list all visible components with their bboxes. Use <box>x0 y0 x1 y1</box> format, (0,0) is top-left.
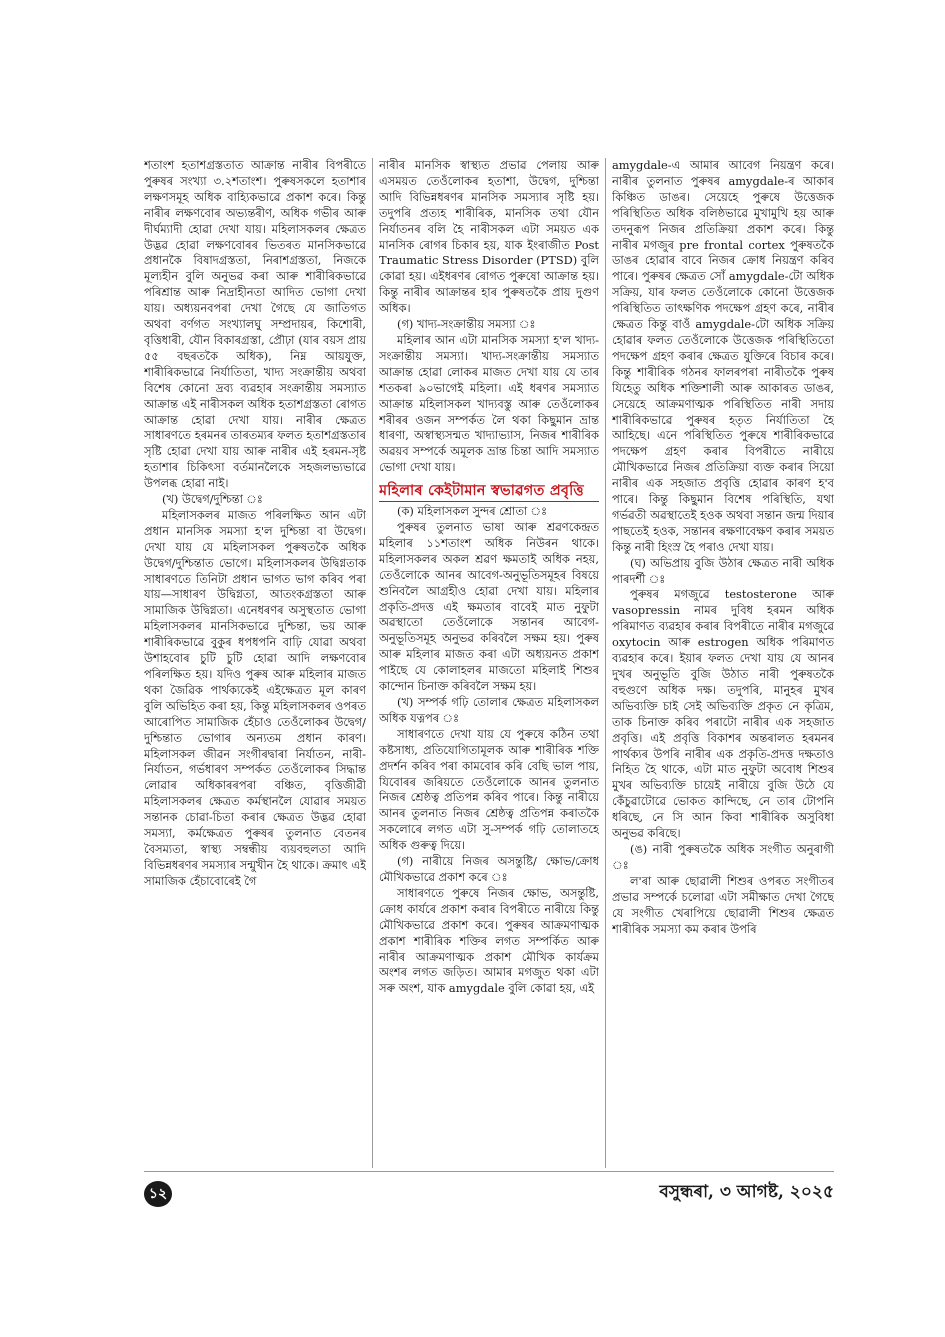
subsection-heading: (খ) উদ্বেগ/দুশ্চিন্তা ঃ <box>162 492 263 507</box>
body-paragraph: সাধাৰণতে পুৰুষে নিজৰ ক্ষোভ, অসন্তুষ্টি, ক্ৰোধ কাৰ্যৰে প্ৰকাশ কৰাৰ বিপৰীতে নাৰীয়ে কিন্তু মৌখিকভাৱে প্ৰকাশ কৰে। পুৰুষৰ আক্ৰমণাত্মক প্ৰকাশ শাৰীৰিক শক্তিৰ লগত সম্পৰ্কিত আৰু নাৰীৰ আক্ৰমণাত্মক প্ৰকাশ মৌখিক কাৰ্যক্ৰম অংশৰ লগত জড়িত। আমাৰ মগজুত থকা এটা সৰু অংশ, যাক amygdale বুলি কোৱা হয়, এই <box>379 885 599 996</box>
subsection-heading: (ঘ) অভিপ্ৰায় বুজি উঠাৰ ক্ষেত্ৰত নাৰী অধিক পাৰদৰ্শী ঃ <box>612 555 834 586</box>
body-paragraph: সাধাৰণতে দেখা যায় যে পুৰুষে কঠিন তথা কষ্টসাধ্য, প্ৰতিযোগিতামূলক আৰু শাৰীৰিক শক্তি প্ৰদৰ্শন কৰিব পৰা কামবোৰ কৰি বেছি ভাল পায়, যিবোৰৰ জৰিয়তে তেওঁলোকে আনৰ তুলনাত নিজৰ শ্ৰেষ্ঠত্ব প্ৰতিপন্ন কৰিব পাৰে। কিন্তু নাৰীয়ে আনৰ তুলনাত নিজৰ শ্ৰেষ্ঠত্ব প্ৰতিপন্ন কৰাতকৈ সকলোৰে লগত এটা সু-সম্পৰ্ক গঢ়ি তোলাতহে অধিক গুৰুত্ব দিয়ে। <box>379 726 599 853</box>
body-paragraph: amygdale-এ আমাৰ আবেগ নিয়ন্ত্ৰণ কৰে। নাৰীৰ তুলনাত পুৰুষৰ amygdale-ৰ আকাৰ কিঞ্চিত ডাঙৰ। সেয়েহে পুৰুষে উত্তেজক পৰিস্থিতিত অধিক বলিষ্ঠভাৱে মুখামুখি হয় আৰু তদনুৰূপ নিজৰ প্ৰতিক্ৰিয়া প্ৰকাশ কৰে। কিন্তু নাৰীৰ মগজুৰ pre frontal cortex পুৰুষতকৈ ডাঙৰ হোৱাৰ বাবে নিজৰ ক্ৰোধ নিয়ন্ত্ৰণ কৰিব পাৰে। পুৰুষৰ ক্ষেত্ৰত সোঁ amygdale-টো অধিক সক্ৰিয়, যাৰ ফলত তেওঁলোকে কোনো উত্তেজক পৰিস্থিতিত তাৎক্ষণিক পদক্ষেপ গ্ৰহণ কৰে, নাৰীৰ ক্ষেত্ৰত কিন্তু বাওঁ amygdale-টো অধিক সক্ৰিয় হোৱাৰ ফলত তেওঁলোকে উত্তেজক পৰিস্থিতিতো পদক্ষেপ গ্ৰহণ কৰাৰ ক্ষেত্ৰত যুক্তিৰে বিচাৰ কৰে। কিন্তু শাৰীৰিক গঠনৰ ফালৰপৰা নাৰীতকৈ পুৰুষ যিহেতু অধিক শক্তিশালী আৰু আকাৰত ডাঙৰ, সেয়েহে আক্ৰমণাত্মক পৰিস্থিতিত নাৰী সদায় শাৰীৰিকভাৱে পুৰুষৰ হতৃত নিৰ্যাতিতা হৈ আহিছে। এনে পৰিস্থিতিত পুৰুষে শাৰীৰিকভাৱে পদক্ষেপ গ্ৰহণ কৰাৰ বিপৰীতে নাৰীয়ে মৌখিকভাৱে নিজৰ প্ৰতিক্ৰিয়া ব্যক্ত কৰাৰ সিয়ো নাৰীৰ এক সহজাত প্ৰবৃত্তি হোৱাৰ কাৰণ হ'ব পাৰে। কিন্তু কিছুমান বিশেষ পৰিস্থিতি, যথা গৰ্ভৱতী অৱস্থাতেই হওক অথবা সন্তান জন্ম দিয়াৰ পাছতেই হওক, সন্তানৰ ৰক্ষণাবেক্ষণ কৰাৰ সময়ত কিন্তু নাৰী হিংস্ৰ হৈ পৰাও দেখা যায়। <box>612 158 834 554</box>
subsection-heading: (ঙ) নাৰী পুৰুষতকৈ অধিক সংগীত অনুৰাগী ঃ <box>612 841 834 872</box>
magazine-issue-label: বসুন্ধৰা, ৩ আগষ্ট, ২০২৫ <box>659 1182 834 1202</box>
column-divider <box>605 158 606 1168</box>
body-paragraph: পুৰুষৰ মগজুৱে testosterone আৰু vasopressin নামৰ দুবিধ হৰমন অধিক পৰিমাণত ব্যৱহাৰ কৰাৰ বিপৰীতে নাৰীৰ মগজুৱে oxytocin আৰু estrogen অধিক পৰিমাণত ব্যৱহাৰ কৰে। ইয়াৰ ফলত দেখা যায় যে আনৰ দুখৰ অনুভূতি বুজি উঠাত নাৰী পুৰুষতকৈ বহুগুণে অধিক দক্ষ। তদুপৰি, মানুহৰ মুখৰ অভিব্যক্তি চাই সেই অভিব্যক্তি প্ৰকৃত নে কৃত্ৰিম, তাক চিনাক্ত কৰিব পৰাটো নাৰীৰ এক সহজাত প্ৰবৃত্তি। এই প্ৰবৃত্তি বিকাশৰ অন্তৰালত হৰমনৰ পাৰ্থক্যৰ উপৰি নাৰীৰ এক প্ৰকৃতি-প্ৰদত্ত দক্ষতাও নিহিত হৈ থাকে, এটা মাত নুফুটা অবোধ শিশুৰ মুখৰ অভিব্যক্তি চায়েই নাৰীয়ে বুজি উঠে যে কেঁচুৱাটোৱে ভোকত কান্দিছে, নে তাৰ টোপনি ধৰিছে, নে সি আন কিবা শাৰীৰিক অসুবিধা অনুভৱ কৰিছে। <box>612 587 834 841</box>
body-paragraph: মহিলাসকলৰ মাজত পৰিলক্ষিত আন এটা প্ৰধান মানসিক সমস্যা হ'ল দুশ্চিন্তা বা উদ্বেগ। দেখা যায় যে মহিলাসকল পুৰুষতকৈ অধিক উদ্বেগ/দুশ্চিন্তাত ভোগে। মহিলাসকলৰ উদ্বিগ্নতাক সাধাৰণতে তিনিটা প্ৰধান ভাগত ভাগ কৰিব পৰা যায়—সাধাৰণ উদ্বিগ্নতা, আতংকগ্ৰস্ততা আৰু সামাজিক উদ্বিগ্নতা। এনেধৰণৰ অসুস্থতাত ভোগা মহিলাসকলৰ মানসিকভাৱে দুশ্চিন্তা, ভয় আৰু শাৰীৰিকভাৱে বুকুৰ ধপধপনি বাঢ়ি যোৱা অথবা উশাহবোৰ চুটি চুটি হোৱা আদি লক্ষণবোৰ পৰিলক্ষিত হয়। যদিও পুৰুষ আৰু মহিলাৰ মাজত থকা জৈৱিক পাৰ্থক্যকেই এইক্ষেত্ৰত মূল কাৰণ বুলি অভিহিত কৰা হয়, কিন্তু মহিলাসকলৰ ওপৰত আৰোপিত সামাজিক হেঁচাও তেওঁলোকৰ উদ্বেগ/দুশ্চিন্তাত ভোগাৰ অন্যতম প্ৰধান কাৰণ। মহিলাসকল জীৱন সংগীৰদ্বাৰা নিৰ্যাতন, নাৰী-নিৰ্যাতন, গৰ্ভধাৰণ সম্পৰ্কত তেওঁলোকৰ সিদ্ধান্ত লোৱাৰ অধিকাৰৰপৰা বঞ্চিত, বৃত্তিজীৱী মহিলাসকলৰ ক্ষেত্ৰত কৰ্মস্থানলৈ যোৱাৰ সময়ত সন্তানক চোৱা-চিতা কৰাৰ ক্ষেত্ৰত উদ্ভৱ হোৱা সমস্যা, কৰ্মক্ষেত্ৰত পুৰুষৰ তুলনাত বেতনৰ বৈসম্যতা, স্বাস্থ্য সম্বন্ধীয় ব্যয়বহুলতা আদি বিভিন্নধৰণৰ সমস্যাৰ সন্মুখীন হৈ থাকে। ক্ৰমাৎ এই সামাজিক হেঁচাবোৰেই গৈ <box>144 507 366 888</box>
body-paragraph: মহিলাৰ আন এটা মানসিক সমস্যা হ'ল খাদ্য-সংক্ৰান্তীয় সমস্যা। খাদ্য-সংক্ৰান্তীয় সমস্যাত আক্ৰান্ত হোৱা লোকৰ মাজত দেখা যায় যে তাৰ শতকৰা ৯০ভাগেই মহিলা। এই ধৰণৰ সমস্যাত আক্ৰান্ত মহিলাসকল খাদ্যবস্তু আৰু তেওঁলোকৰ শৰীৰৰ ওজন সম্পৰ্কত লৈ থকা কিছুমান ভ্ৰান্ত ধাৰণা, অস্বাস্থ্যসন্মত খাদ্যাভ্যাস, নিজৰ শাৰীৰিক অৱয়ব সম্পৰ্কে অমূলক ভ্ৰান্ত চিন্তা আদি সমস্যাত ভোগা দেখা যায়। <box>379 332 599 475</box>
subsection-heading: (গ) খাদ্য-সংক্ৰান্তীয় সমস্যা ঃ <box>397 317 536 332</box>
body-paragraph: নাৰীৰ মানসিক স্বাস্থ্যত প্ৰভাৱ পেলায় আৰু এসময়ত তেওঁলোকৰ হতাশা, উদ্বেগ, দুশ্চিন্তা আদি বিভিন্নধৰণৰ মানসিক সমস্যাৰ সৃষ্টি হয়। তদুপৰি প্ৰত্যহ শাৰীৰিক, মানসিক তথা যৌন নিৰ্যাতনৰ বলি হৈ নাৰীসকল এটা সময়ত এক মানসিক ৰোগৰ চিকাৰ হয়, যাক ইংৰাজীত Post Traumatic Stress Disorder (PTSD) বুলি কোৱা হয়। এইধৰণৰ ৰোগত পুৰুষো আক্ৰান্ত হয়। কিন্তু নাৰীৰ আক্ৰান্তৰ হাৰ পুৰুষতকৈ প্ৰায় দুগুণ অধিক। <box>379 158 599 316</box>
footer-divider <box>144 1171 834 1172</box>
text-column-2 <box>379 158 599 1168</box>
page-number-badge: ১২ <box>144 1181 172 1207</box>
subsection-heading: (খ) সম্পৰ্ক গঢ়ি তোলাৰ ক্ষেত্ৰত মহিলাসকল অধিক যত্নপৰ ঃ <box>379 695 599 725</box>
column-divider <box>372 158 373 1168</box>
subsection-heading: (গ) নাৰীয়ে নিজৰ অসন্তুষ্টি/ ক্ষোভ/ক্ৰোধ মৌখিকভাৱে প্ৰকাশ কৰে ঃ <box>379 854 599 884</box>
subsection-heading: (ক) মহিলাসকল সুন্দৰ শ্ৰোতা ঃ <box>397 504 548 519</box>
section-heading: মহিলাৰ কেইটামান স্বভাৱগত প্ৰবৃত্তি <box>379 481 599 502</box>
body-paragraph: ল'ৰা আৰু ছোৱালী শিশুৰ ওপৰত সংগীতৰ প্ৰভাৱ সম্পৰ্কে চলোৱা এটা সমীক্ষাত দেখা গৈছে যে সংগীত খেৰাপিয়ে ছোৱালী শিশুৰ ক্ষেত্ৰত শাৰীৰিক সমস্যা কম কৰাৰ উপৰি <box>612 873 834 936</box>
body-paragraph: শতাংশ হতাশগ্ৰস্ততাত আক্ৰান্ত নাৰীৰ বিপৰীতে পুৰুষৰ সংখ্যা ৩.২শতাংশ। পুৰুষসকলে হতাশাৰ লক্ষণসমূহ অধিক বাহ্যিকভাৱে প্ৰকাশ কৰে। কিন্তু নাৰীৰ লক্ষণবোৰ অভ্যন্তৰীণ, অধিক গভীৰ আৰু দীৰ্ঘম্যাদী হোৱা দেখা যায়। মহিলাসকলৰ ক্ষেত্ৰত উদ্ভৱ হোৱা লক্ষণবোৰৰ ভিতৰত মানসিকভাৱে প্ৰধানকৈ বিষাদগ্ৰস্ততা, নিৰাশগ্ৰস্ততা, নিজকে মূল্যহীন বুলি অনুভৱ কৰা আৰু শাৰীৰিকভাৱে পৰিশ্ৰান্ত আৰু নিদ্ৰাহীনতা আদিত ভোগা দেখা যায়। অধ্যয়নবপৰা দেখা গৈছে যে জাতিগত অথবা বৰ্ণগত সংখ্যালঘু সম্প্ৰদায়ৰ, কিশোৰী, বৃত্তিধাৰী, যৌন বিকাৰগ্ৰস্তা, প্ৰৌঢ়া (যাৰ বয়স প্ৰায় ৫৫ বছৰতকৈ অধিক), নিম্ন আয়যুক্ত, শাৰীৰিকভাৱে নিৰ্যাতিতা, খাদ্য সংক্ৰান্তীয় অথবা বিশেষ কোনো দ্ৰব্য ব্যৱহাৰ সংক্ৰান্তীয় সমস্যাত আক্ৰান্ত এই নাৰীসকল অধিক হতাশগ্ৰস্ততা ৰোগত আক্ৰান্ত হোৱা দেখা যায়। নাৰীৰ ক্ষেত্ৰত সাধাৰণতে হৰমনৰ তাৰতম্যৰ ফলত হতাশগ্ৰস্ততাৰ সৃষ্টি হোৱা দেখা যায় আৰু নাৰীৰ এই হৰমন-সৃষ্ট হতাশাৰ চিকিৎসা বৰ্তমানলৈকে সহজলভ্যভাৱে উপলব্ধ হোৱা নাই। <box>144 158 366 491</box>
text-column-3 <box>612 158 834 1168</box>
text-column-1 <box>144 158 366 1168</box>
body-paragraph: পুৰুষৰ তুলনাত ভাষা আৰু শ্ৰৱণকেন্দ্ৰত মহিলাৰ ১১শতাংশ অধিক নিউৰন থাকে। মহিলাসকলৰ অকল শ্ৰৱণ ক্ষমতাই অধিক নহয়, তেওঁলোকে আনৰ আবেগ-অনুভূতিসমূহৰ বিষয়ে শুনিবলৈ আগ্ৰহীও হোৱা দেখা যায়। মহিলাৰ প্ৰকৃতি-প্ৰদত্ত এই ক্ষমতাৰ বাবেই মাত নুফুটা অৱস্থাতো তেওঁলোকে সন্তানৰ আবেগ-অনুভূতিসমূহ অনুভৱ কৰিবলৈ সক্ষম হয়। পুৰুষ আৰু মহিলাৰ মাজত কৰা এটা অধ্যয়নত প্ৰকাশ পাইছে যে কোলাহলৰ মাজতো মহিলাই শিশুৰ কান্দোন চিনাক্ত কৰিবলৈ সক্ষম হয়। <box>379 520 599 694</box>
